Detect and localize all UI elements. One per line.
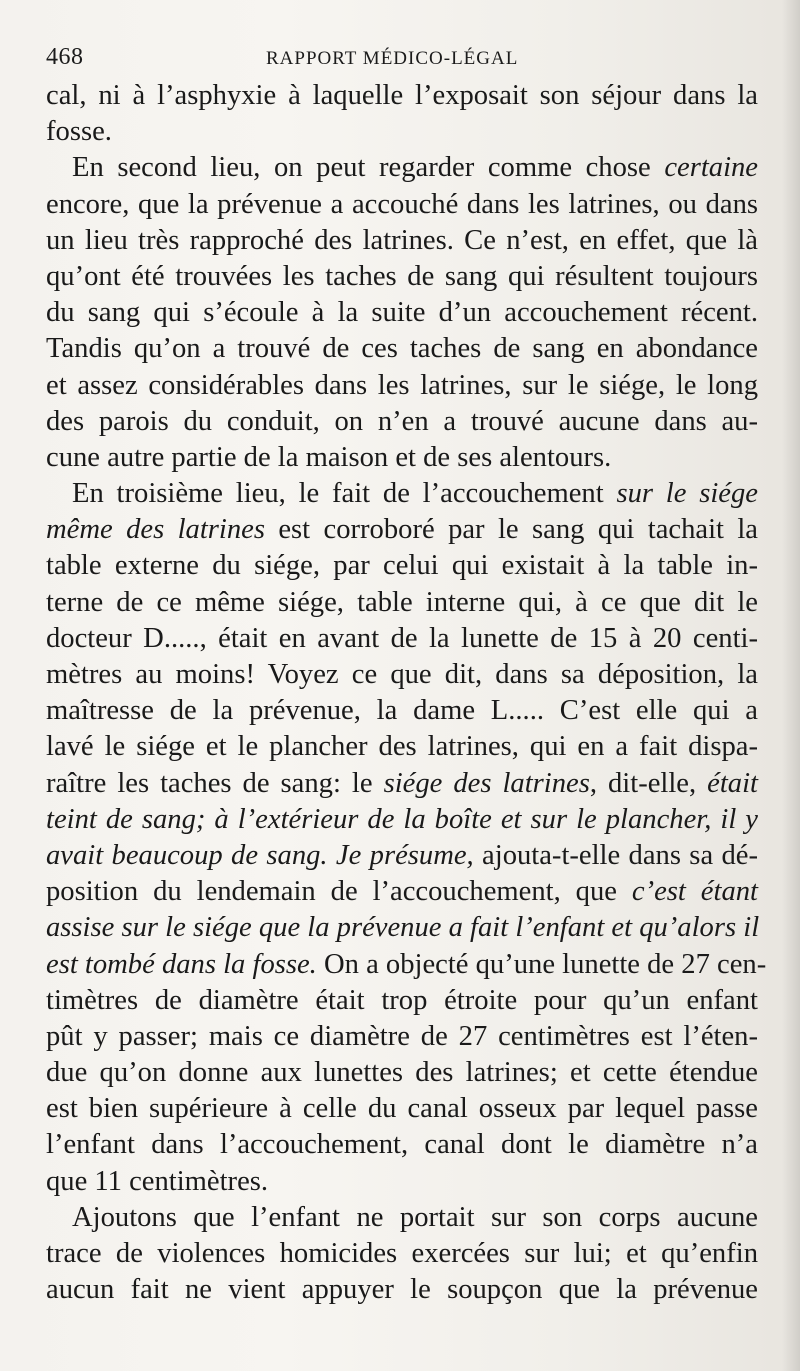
italic-text-segment: avait beaucoup de sang. Je présume,	[46, 839, 474, 871]
text-line	[46, 548, 758, 584]
text-segment: ajouta-t-elle dans sa dé-	[473, 839, 758, 871]
text-segment: est bien supérieure à celle du canal osseux par lequel passe	[46, 1093, 758, 1125]
text-segment: trace de violences homicides exercées sur lui; et qu’enfin	[46, 1238, 758, 1269]
text-line	[46, 1272, 758, 1308]
italic-text-segment: est tombé dans la fosse.	[46, 948, 317, 980]
text-line	[46, 114, 758, 150]
page-edge-shadow	[782, 0, 800, 1371]
italic-text-segment: certaine	[664, 152, 758, 184]
italic-text-segment: sur le siége	[616, 478, 758, 510]
text-segment: un lieu très rapproché des latrines. Ce n’est, en effet, que là	[46, 224, 758, 256]
text-line	[46, 585, 758, 621]
text-segment: encore, que la prévenue a accouché dans les latrines, ou dans	[46, 188, 758, 220]
text-segment: mètres au moins! Voyez ce que dit, dans sa déposition, la	[46, 659, 758, 690]
text-segment: terne de ce même siége, table interne qui, à ce que dit le	[46, 586, 758, 618]
text-line	[46, 150, 758, 186]
text-line	[46, 1019, 758, 1055]
text-segment: En second lieu, on peut regarder comme chose	[72, 152, 665, 184]
text-segment: fosse.	[46, 116, 112, 148]
page-number: 468	[46, 44, 84, 70]
text-line	[46, 187, 758, 223]
body-text	[46, 78, 767, 1308]
italic-text-segment: teint de sang; à l’extérieur de la boîte et sur le plancher, il y	[46, 803, 758, 835]
text-line	[46, 368, 758, 404]
text-line	[46, 1236, 758, 1272]
text-segment: position du lendemain de l’accouchement, que	[46, 876, 632, 908]
text-segment: du sang qui s’écoule à la suite d’un accouchement récent.	[46, 297, 758, 329]
text-line	[46, 621, 758, 657]
text-segment: lavé le siége et le plancher des latrines, qui en a fait dispa-	[46, 731, 758, 763]
text-line	[46, 331, 758, 367]
text-segment: table externe du siége, par celui qui existait à la table in-	[46, 550, 758, 582]
text-segment: qu’ont été trouvées les taches de sang qui résultent toujours	[46, 260, 758, 292]
text-line	[46, 1127, 758, 1163]
text-line	[46, 729, 758, 765]
text-line	[46, 259, 758, 295]
text-segment: timètres de diamètre était trop étroite pour qu’un enfant	[46, 984, 758, 1016]
text-line	[46, 404, 758, 440]
italic-text-segment: assise sur le siége que la prévenue a fait l’enfant et qu’alors il	[46, 912, 760, 944]
text-segment: Ajoutons que l’enfant ne portait sur son corps aucune	[72, 1201, 758, 1233]
text-line	[46, 657, 758, 693]
text-segment: maîtresse de la prévenue, la dame L..... C’est elle qui a	[46, 695, 758, 727]
text-line	[46, 512, 758, 548]
text-segment: docteur D....., était en avant de la lunette de 15 à 20 centi-	[46, 622, 758, 654]
text-line	[46, 983, 758, 1019]
text-line	[46, 838, 758, 874]
text-segment: cal, ni à l’asphyxie à laquelle l’exposait son séjour dans la	[46, 80, 758, 111]
text-line	[46, 693, 758, 729]
text-segment: , dit-elle,	[589, 767, 708, 799]
text-segment: raître les taches de sang: le	[46, 767, 384, 799]
running-head-title: RAPPORT MÉDICO-LÉGAL	[266, 48, 519, 69]
text-line	[46, 947, 767, 983]
text-line	[46, 223, 758, 259]
italic-text-segment: siége des latrines	[383, 767, 590, 799]
text-segment: est corroboré par le sang qui tachait la	[264, 514, 758, 546]
text-line	[46, 295, 758, 331]
text-line	[46, 1164, 758, 1200]
italic-text-segment: était	[707, 767, 758, 799]
text-line	[46, 910, 758, 946]
text-line	[46, 1055, 758, 1091]
text-segment: On a objecté qu’une lunette de 27 cen-	[316, 948, 767, 980]
text-line	[46, 1091, 758, 1127]
text-line	[46, 1200, 758, 1236]
text-segment: due qu’on donne aux lunettes des latrines; et cette étendue	[46, 1057, 758, 1089]
text-segment: Tandis qu’on a trouvé de ces taches de sang en abondance	[46, 333, 758, 365]
text-segment: cune autre partie de la maison et de ses alentours.	[46, 441, 612, 473]
italic-text-segment: c’est étant	[631, 876, 758, 908]
text-segment: et assez considérables dans les latrines, sur le siége, le long	[46, 369, 758, 401]
text-segment: l’enfant dans l’accouchement, canal dont le diamètre n’a	[46, 1129, 758, 1161]
text-segment: que 11 centimètres.	[46, 1165, 269, 1197]
text-segment: aucun fait ne vient appuyer le soupçon que la prévenue	[46, 1274, 758, 1306]
page-header	[46, 44, 754, 74]
italic-text-segment: même des latrines	[46, 514, 265, 546]
text-line	[46, 802, 758, 838]
text-line	[46, 78, 758, 114]
text-line	[46, 476, 758, 512]
text-segment: En troisième lieu, le fait de l’accouchement	[72, 478, 617, 510]
text-segment: des parois du conduit, on n’en a trouvé aucune dans au-	[46, 405, 758, 437]
text-segment: pût y passer; mais ce diamètre de 27 centimètres est l’éten-	[46, 1020, 758, 1052]
text-line	[46, 440, 758, 476]
text-line	[46, 766, 758, 802]
text-line	[46, 874, 758, 910]
